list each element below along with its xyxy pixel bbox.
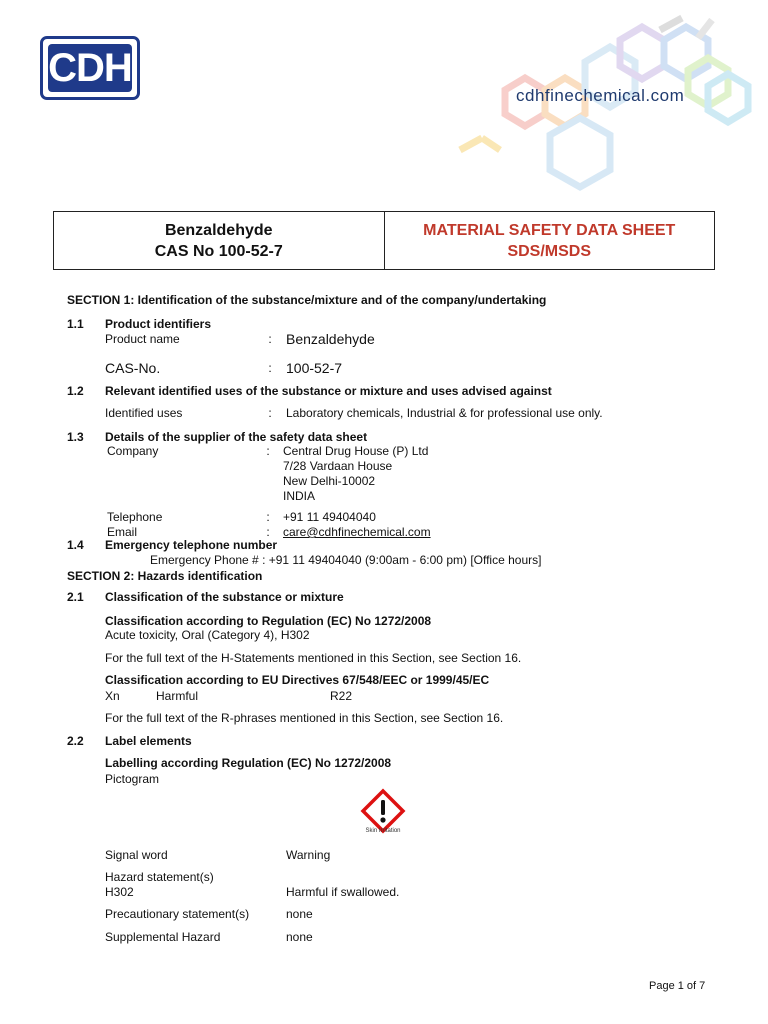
product-name-label: Product name xyxy=(105,332,180,346)
s21-number: 2.1 xyxy=(67,590,84,604)
s11-title: Product identifiers xyxy=(105,317,212,331)
h302-code: H302 xyxy=(105,885,134,899)
pictogram-label: Pictogram xyxy=(105,772,160,786)
s14-number: 1.4 xyxy=(67,538,84,552)
sheet-subtitle: SDS/MSDS xyxy=(507,242,592,260)
company-line-1: Central Drug House (P) Ltd xyxy=(283,444,429,458)
company-line-3: New Delhi-10002 xyxy=(283,474,376,488)
signal-word-value: Warning xyxy=(286,848,331,862)
email-label: Email xyxy=(107,525,138,539)
supplemental-label: Supplemental Hazard xyxy=(105,930,221,944)
s12-title: Relevant identified uses of the substance or mixture and uses advised against xyxy=(105,384,552,398)
cdh-logo xyxy=(40,36,140,100)
cas-value: 100-52-7 xyxy=(286,360,343,376)
s22-number: 2.2 xyxy=(67,734,84,748)
h-statements-note: For the full text of the H-Statements mentioned in this Section, see Section 16. xyxy=(105,651,522,665)
supplemental-value: none xyxy=(286,930,313,944)
signal-word-label: Signal word xyxy=(105,848,168,862)
product-name-value: Benzaldehyde xyxy=(286,331,375,347)
logo-text: CDH xyxy=(48,46,132,90)
telephone-label: Telephone xyxy=(107,510,163,524)
s11-number: 1.1 xyxy=(67,317,84,331)
colon: : xyxy=(266,525,270,539)
page-number: Page 1 of 7 xyxy=(649,980,706,992)
xn-code: Xn xyxy=(105,689,120,703)
cas-label: CAS-No. xyxy=(105,360,161,376)
colon: : xyxy=(268,406,272,420)
colon: : xyxy=(268,361,272,375)
harmful-text: Harmful xyxy=(156,689,199,703)
identified-uses-value: Laboratory chemicals, Industrial & for professional use only. xyxy=(286,406,603,420)
telephone-value: +91 11 49404040 xyxy=(283,510,376,524)
class-eu-title: Classification according to EU Directives 67/548/EEC or 1999/45/EC xyxy=(105,673,490,687)
colon: : xyxy=(266,510,270,524)
identified-uses-label: Identified uses xyxy=(105,406,183,420)
sheet-title: MATERIAL SAFETY DATA SHEET xyxy=(423,221,676,239)
section1-heading: SECTION 1: Identification of the substance/mixture and of the company/undertaking xyxy=(67,293,547,307)
product-cas: CAS No 100-52-7 xyxy=(154,242,283,260)
product-title: Benzaldehyde xyxy=(164,221,273,239)
s13-title: Details of the supplier of the safety data sheet xyxy=(105,430,368,444)
r-phrases-note: For the full text of the R-phrases mentioned in this Section, see Section 16. xyxy=(105,711,504,725)
colon: : xyxy=(268,332,272,346)
website-url: cdhfinechemical.com xyxy=(516,86,685,105)
precautionary-value: none xyxy=(286,907,313,921)
r22-code: R22 xyxy=(330,689,353,703)
labelling-title: Labelling according Regulation (EC) No 1272/2008 xyxy=(105,756,392,770)
hazard-statements-label: Hazard statement(s) xyxy=(105,870,214,884)
precautionary-label: Precautionary statement(s) xyxy=(105,907,250,921)
h302-text: Harmful if swallowed. xyxy=(286,885,400,899)
colon: : xyxy=(266,444,270,458)
title-box xyxy=(53,211,715,270)
company-line-4: INDIA xyxy=(283,489,316,503)
email-link[interactable]: care@cdhfinechemical.com xyxy=(283,525,431,539)
s21-title: Classification of the substance or mixture xyxy=(105,590,344,604)
class-ec-value: Acute toxicity, Oral (Category 4), H302 xyxy=(105,628,310,642)
s12-number: 1.2 xyxy=(67,384,84,398)
s14-title: Emergency telephone number xyxy=(105,538,278,552)
sheet-title-cell xyxy=(385,212,715,269)
company-line-2: 7/28 Vardaan House xyxy=(283,459,393,473)
s13-number: 1.3 xyxy=(67,430,84,444)
company-label: Company xyxy=(107,444,159,458)
s22-title: Label elements xyxy=(105,734,192,748)
product-title-cell xyxy=(54,212,385,269)
class-ec-title: Classification according to Regulation (EC) No 1272/2008 xyxy=(105,614,432,628)
pictogram-caption: Skin Irritation xyxy=(365,828,401,834)
section2-heading: SECTION 2: Hazards identification xyxy=(67,569,263,583)
emergency-phone: Emergency Phone # : +91 11 49404040 (9:00am - 6:00 pm) [Office hours] xyxy=(150,553,542,567)
